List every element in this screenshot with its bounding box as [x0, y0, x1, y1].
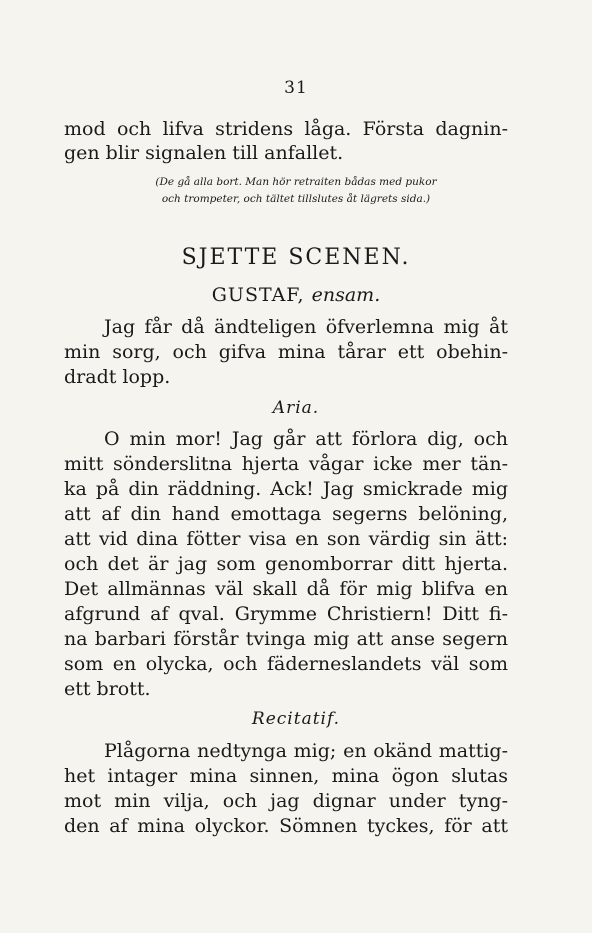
text-line: dradt lopp.: [64, 366, 171, 388]
text-line: att af din hand emottaga segerns belöning,: [64, 503, 508, 525]
text-line: het intager mina sinnen, mina ögon slutas: [64, 765, 508, 787]
text-line: ka på din räddning. Ack! Jag smickrade mig: [64, 478, 508, 500]
aria-label: Aria.: [272, 398, 320, 418]
text-line: Det allmännas väl skall då för mig blifva en: [64, 578, 508, 600]
text-line: som en olycka, och fäderneslandets väl som: [64, 653, 508, 675]
text-line: na barbari förstår tvinga mig att anse segern: [64, 628, 508, 650]
text-line: gen blir signalen till anfallet.: [64, 142, 344, 164]
text-line: att vid dina fötter visa en son värdig sin ätt:: [64, 528, 508, 550]
text-line: och det är jag som genomborrar ditt hjerta.: [64, 553, 508, 575]
text-line: ett brott.: [64, 678, 151, 700]
recitatif-label: Recitatif.: [251, 709, 341, 729]
text-line: Jag får då ändteligen öfverlemna mig åt: [104, 316, 508, 338]
text-line: min sorg, och gifva mina tårar ett obehin-: [64, 341, 508, 363]
text-line: mot min vilja, och jag dignar under tyng-: [64, 790, 508, 812]
scene-title: SJETTE SCENEN.: [181, 245, 411, 270]
stage-direction-line: och trompeter, och tältet tillslutes åt lägrets sida.): [161, 193, 431, 205]
stage-direction-line: (De gå alla bort. Man hör retraiten bådas med pukor: [155, 176, 437, 188]
character-note: ensam.: [311, 284, 381, 306]
text-line: mitt sönderslitna hjerta vågar icke mer tän-: [64, 453, 508, 475]
text-line: mod och lifva stridens låga. Första dagnin-: [64, 118, 508, 140]
text-line: Plågorna nedtynga mig; en okänd mattig-: [104, 740, 508, 762]
text-line: den af mina olyckor. Sömnen tyckes, för att: [64, 815, 508, 837]
character-name: GUSTAF,: [211, 284, 305, 306]
character-heading: [0, 284, 592, 306]
page-number: 31: [284, 78, 308, 98]
text-line: O min mor! Jag går att förlora dig, och: [104, 428, 508, 450]
text-line: afgrund af qval. Grymme Christiern! Ditt fi-: [64, 603, 508, 625]
